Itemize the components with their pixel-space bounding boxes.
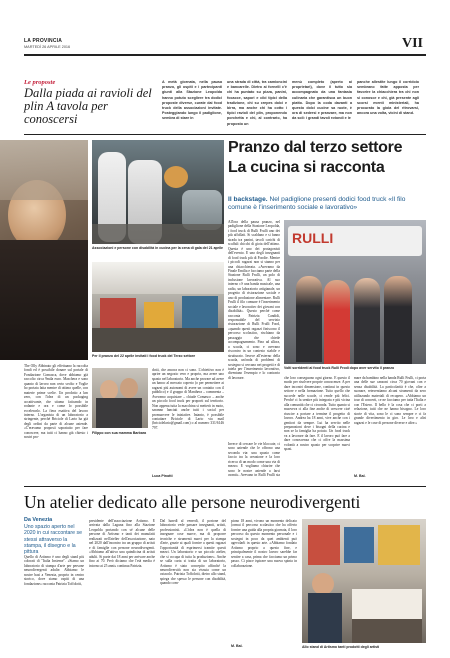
caption-rulli-frulli: Volti sorridenti ai food truck Rulli Frodi dopo aver servito il pranzo: [284, 366, 395, 370]
byline-mid: Luca Pinotti: [152, 474, 173, 478]
feature-headline-2: La cucina si racconta: [228, 159, 385, 176]
bottom-body-col1: Quello di Artismo è uno degli stand più colorati di "Italia Insieme". «Siamo un laboratorio di stampa d'arte per persone neurodivergenti adulte. Abbiamo le nostre basi a Venezia, proprio in centro storico, dove siamo ospiti di una fondazione» racconta Patrizia Toffolotti,: [24, 555, 84, 586]
top-column-4: panche allestite lungo il corridoio sembrano fatte apposta per favorire la chiacchiera tra chi non si conosce e chi, già presente agli scorsi eventi ministeriali, ha procurato la gioia del ritrovarsi, ancora una volta, vicini di stand.: [357, 80, 419, 116]
bottom-body-col2: presidente dell'associazione Artismo. È arrivata dalla Laguna fino alla Stazione Leopolda portando con sé alcune delle persone di Artismo e tanti dei manufatti realizzati nell'atelier dell'associazione, nato nel 2020 dall'incontro tra un gruppo di artisti e di famiglie con persone neurodivergenti. «Abbiamo all'attivo una quindicina di artisti adulti. Si parte dai 18 anni per arrivare anche fino ai 70. Però diciamo che l'età media è intorno ai 25 anni» continua Patrizia.: [89, 519, 155, 568]
photo-artismo-stand: [302, 519, 426, 643]
masthead-rule: [24, 54, 426, 56]
bottom-body-col4: piono 18 anni, vivono un momento delicato (ormai il percorso scolastico che ha offerto fornire una guida alla propria giornata, il loro percorso da questo momento personale e i sostegni in poco da quei ambienti può agevolarli in questo arte. «Abbiamo fondato Artismo proprio a questo fine, e principalmente il nostro lavoro sarebbe far sentire a casa, prima che facciamo un primo passo. Ci piace ispirare una nuova spinta in collaborazione.: [231, 519, 297, 568]
issue-date: MARTEDÌ 26 APRILE 2016: [24, 45, 71, 49]
photo-pavilion-food-trucks: [92, 262, 224, 352]
top-strip-rule: [24, 134, 426, 135]
feature-body-left: The Olly Abbinato gli effettuano la raccolta fondi ed è possibile donare sul portale di Fondazione Comasca, dove abbiamo già raccolto circa 9mila euro. Maschera e sono quanto di lavoro non certo svolto e Voglie ho portata fatta mentre di ottimo quelle, con materie prime scelte. Un prodotto a km zero, con l'idea di un packaging accattivante, che stiamo faticando in rodante e ora e come lo possibile eccelerarlo. La fiera esattiva del lavoro interno. L'organista di un laboratorio a stringente, perché Briciole di Lario ha già degli ordini da parte di alcune aziende. «C'eravamo proposti sopratutto per fare conoscere, ma tutti ci hanno già chiesto i nostri pro-: [24, 364, 88, 440]
feature-body-col6: mare da bambino nella banda Rulli Frulli, ci porta una delle sue canzoni circa 70 giovani con e senza disabilità. La particolarità è che, oltre a suonare, reinventiamo alcuni strumenti da zero utilizzando materiali di recupero. «Abbiamo un tour di concerti, ce ne facciamo per tutta l'Italia e con l'Estero. Il bello è la cosa che ci porti a relazione, tutti che ne hanno bisogno. Le loro storie di vita, sono le ci sono sempre e ci fa grande divertimento in giro. Le loro e altri ragazzi e le cose di persone diverse e altre.»: [354, 376, 426, 425]
newspaper-name: LA PROVINCIA: [24, 38, 63, 44]
caption-filippo: Filippo con sua mamma Barbara: [92, 431, 147, 435]
bottom-headline: Un atelier dedicato alle persone neurodivergenti: [24, 492, 361, 512]
byline-col6: M. Bal.: [354, 474, 366, 478]
top-column-1: A metà giornata, nella pausa pranzo, gli ospiti e i partecipanti giunti alla Stazione Leopolda hanno potuto scegliere tra dodici proposte diverse, curate dai food truck della associazioni invitate. Posteggiando lungo il padiglione, sembra di stare in: [162, 80, 222, 121]
feature-deck-text: Nel padiglione presenti dodici food truck «Il filo comune è l'inserimento sociale e lavorativo»: [228, 196, 406, 211]
page-number: VII: [402, 36, 424, 51]
caption-kitchen: Associazioni e persone con disabilità in cucina per la cena di gala del 21 aprile: [92, 246, 223, 250]
feature-body-col3: All'ora della pausa pranzo, nel padiglione della Stazione Leopolda, i food truck di Rulli Frulli uno dei più affollati. Si scaldano e si fanno strada tra panini, tavoli carichi di scaffali chicchi di gioia dell'ottimo. Questa è uno dei protagonisti dell'evento. E uno degli insegnanti di food truck più di Foodie. Mentre i piccoli ragazzi non si stanno per una chiacchierata. «Avevamo da Finale Emilia e facciamo parte della Stazione Rulli Frulli, un polo di inclusione lavorativa. Al suo interno c'è una banda musicale, una radio, un laboratorio artigianale, un progetto di ristorazione sociale e uno di produzione alimentare. Rulli Frulli il filo comune è l'inserimento sociale e lavorativo dei giovani con disabilità». Questo perché come racconta Patrizia Candidi, responsabile del servizio ristorazione di Rulli Frulli Food, «quando questi ragazzi finiscono il percorso scolastico, rischiano da passaggio che chiede accompagnamento. Fino ad allora, a scuola, ci sono e avevano riscontro in un contesto stabile e strutturato. Invece all'esterno della scuola, un'onda di problemi di sostegno si cercano nei progetti e di tutela per l'inserimento lavorativo, diventano l'esempio e lo contrario di lavorare.: [228, 220, 280, 380]
feature-body-mid: dotti, che ancora non ci sono. L'obiettivo non è aprire un negozio vero e proprio, ma avere uno spazio nel laboratorio. Ma anche provare ad avere un banco al mercato coperto (o per permettere ai ragazzi più autonomi di avere un contatto con il pubblico) e il gruppo di Manthera – commenta – Avevamo acquistare – chiude Comasco – anche un piccolo food truck per proporti sul territorio. Non appena tutta la macchina si metterà in moto, saranno lanciati anche tutti i social per promuovere le iniziative. Intanto, è possibile contattare Briciole di Lario via mail (briciolelario@gmail.com) o al numero 331/6146 797.: [152, 368, 224, 430]
top-column-3: menù completo (aperto ai proprietari), dove il tutto sia accompagnato da una fantasia culinaria che garantisca un buon piatto. Dopo la coda davanti a questo dolci cucine sa ruote, è ora di sedersi e pranzare, ma non da soli: i grandi tavoli rotondi e le: [292, 80, 352, 121]
bottom-place: Da Venezia: [24, 517, 53, 523]
top-kicker: Le proposte: [24, 79, 56, 86]
photo-kitchen-chefs: [92, 140, 224, 244]
bottom-body-col3: Dal lunedì al venerdì, il portone del laboratorio vede passare insegnanti, artisti, professionisti. «L'idea non è quella di insegnare cose nuove, ma di proporre tecniche e strumenti nuovi per la stampa d'arte, grazie ai quali fornire a questi ragazzi l'opportunità di esprimersi tramite questi mezzi. Un laboratorio e un piccolo atelier, che si occupa di tutta la produzione». Anche se sulla carta si tratta di un laboratorio, Artismo è stato concepito affinché la neurodiversità non sia vissuta come un ostacolo. Patrizia Toffolotti, dietro allo stand, spiega che spesso le persone con disabilità, quando com-: [160, 519, 226, 586]
bottom-byline: M. Bal.: [231, 644, 243, 648]
photo-rulli-frulli-team: RULLI: [284, 220, 426, 364]
photo-filippo-and-mother: [92, 368, 148, 428]
caption-artismo: Allo stand di Artismo tanti prodotti degli artisti: [302, 645, 380, 649]
feature-headline-1: Pranzo dal terzo settore: [228, 139, 403, 156]
feature-bottom-rule: [24, 486, 426, 487]
photo-woman-at-stand: [0, 140, 88, 360]
bottom-deck: Uno spazio aperto nel 2020 in cui raccontare se stessi attraverso la stampa, il disegno e la pittura: [24, 524, 82, 556]
feature-kicker: Il backstage.: [228, 196, 268, 203]
feature-body-col3b: Invece di cercare le vie bloccate, ci sono aziende che le offrono una seconda via: una spazio come faccio tra la creazione e la loro ricerca di un modo come una via di mezzo. E vogliamo chiarire che sono le nostre aziende a farsi avanti». Avevano in Rulli Frulli sta: [228, 442, 280, 478]
feature-body-col5: che loro conseguono ogni giorno. È questo il modo per risolvere proprie conoscenze. A per dare incontri dimensione, continui in questo settore e nella formazione. Tutto quello che succede nelle scuole, ci rende più felici. Perché ci fa sentire più integrata e più vicina alla comunità che ci circonda. Tutto quanto si muoveva ci alla fine anche di crescere cioè riuscire a portare a termine il progetto di lavoro. Andrea ha 18 anni, vive anche con i genitori da sempre. Lui ha servito nelle preparazioni dove i bisogni della cucina e non se la famiglia ha potuto. Un food truck va a lavorare da fare. E il lavoro può fare a dare conoscenza che ci offre la massima volontà a nostro spazio per scoprire nuovi spazi.: [284, 376, 350, 452]
top-headline: Dalla piada ai ravioli del plin A tavola per conoscersi: [24, 86, 152, 126]
caption-pavilion: Per il pranzo del 22 aprile invitati i food truck del Terzo settore: [92, 354, 196, 358]
feature-deck: [228, 196, 426, 212]
top-column-2: una strada di città, tra camioncini e bancarelle. Dietro ai fornelli c'è chi ha puntato su pizza, panini, focacce, sapori e cibi tipici della tradizione, chi su crepes dolci e birra, ma anche chi ha cotto i tipici ravioli del plin, proponendo porchetta e chi, al contrario, ha proposto un: [227, 80, 287, 126]
